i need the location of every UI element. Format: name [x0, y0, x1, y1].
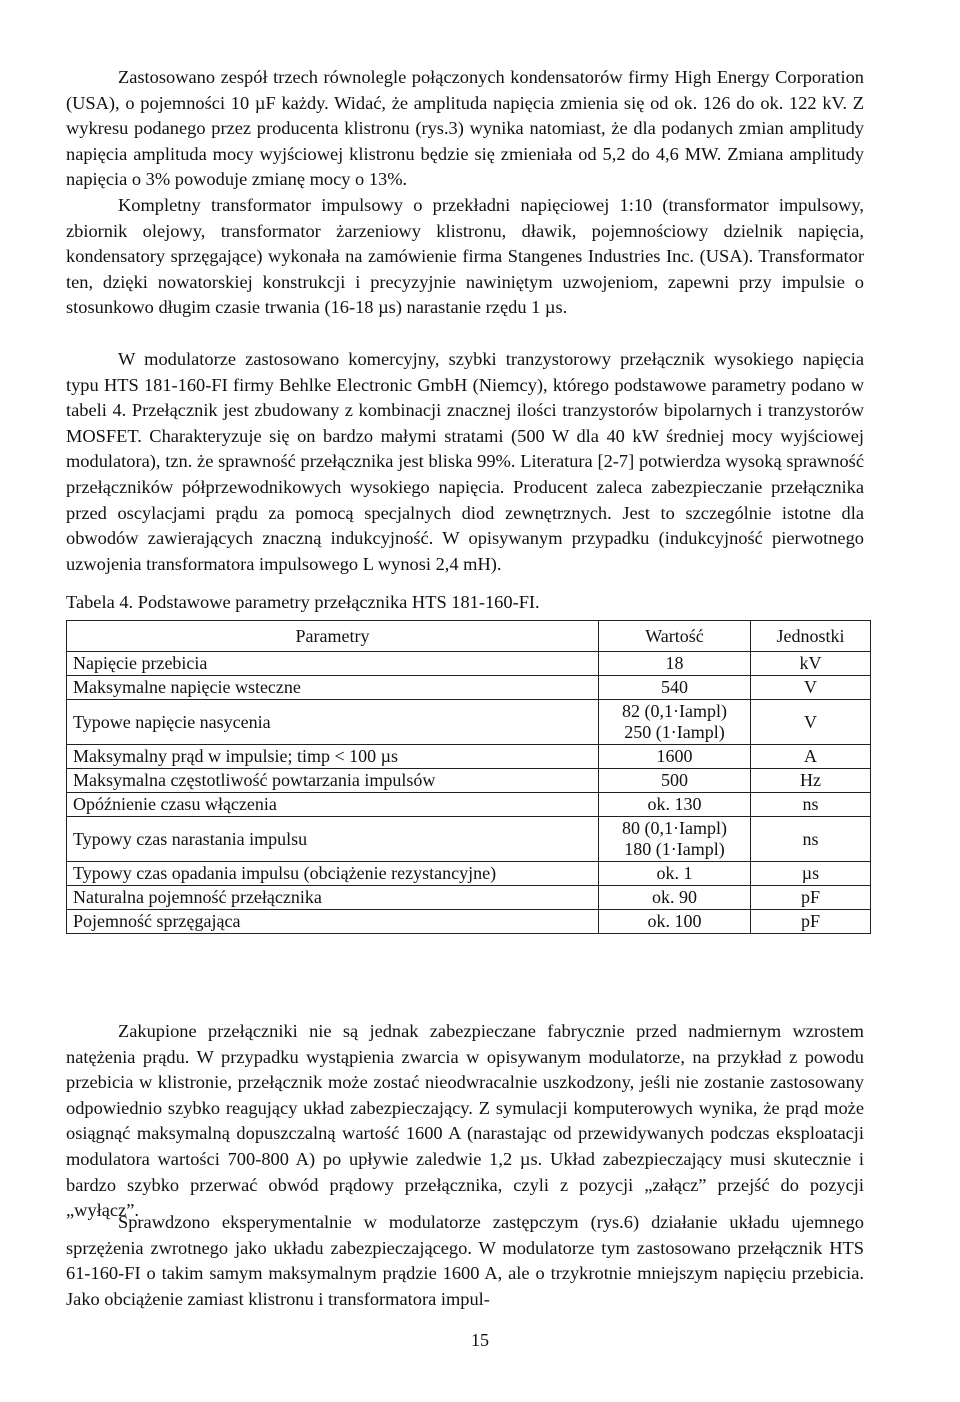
param-value: 500 [599, 769, 751, 793]
param-value: ok. 1 [599, 862, 751, 886]
param-name: Pojemność sprzęgająca [67, 910, 599, 934]
table-row [67, 700, 871, 745]
param-name: Napięcie przebicia [67, 652, 599, 676]
param-unit: ns [751, 793, 871, 817]
param-name: Maksymalna częstotliwość powtarzania impulsów [67, 769, 599, 793]
paragraph-3-text: W modulatorze zastosowano komercyjny, szybki tranzystorowy przełącznik wysokiego napięcia typu HTS 181-160-FI firmy Behlke Electronic GmbH (Niemcy), którego podstawowe parametry podano w tabeli 4. Przełącznik jest zbudowany z kombinacji znacznej ilości tranzystorów bipolarnych i tranzystorów MOSFET. Charakteryzuje się on bardzo małymi stratami (500 W dla 40 kW średniej mocy wyjściowej modulatora), tzn. że sprawność przełącznika jest bliska 99%. Literatura [2-7] potwierdza wysoką sprawność przełączników półprzewodnikowych wysokiego napięcia. Producent zaleca zabezpieczanie przełącznika przed oscylacjami prądu za pomocą specjalnych diod zewnętrznych. Jest to szczególnie istotne dla obwodów zawierających znaczną indukcyjność. W opisywanym przypadku (indukcyjność pierwotnego uzwojenia transformatora impulsowego L wynosi 2,4 mH). [66, 349, 864, 574]
param-unit: A [751, 745, 871, 769]
table-row [67, 817, 871, 862]
table-header-row [67, 621, 871, 652]
param-value-line-2: 250 (1·Iampl) [624, 722, 725, 742]
param-unit: pF [751, 910, 871, 934]
paragraph-2 [66, 193, 864, 321]
table-row [67, 652, 871, 676]
page-number: 15 [471, 1330, 489, 1350]
param-value-line-2: 180 (1·Iampl) [624, 839, 725, 859]
table-row [67, 793, 871, 817]
paragraph-3 [66, 347, 864, 577]
param-name: Typowe napięcie nasycenia [67, 700, 599, 745]
param-name: Opóźnienie czasu włączenia [67, 793, 599, 817]
param-unit: µs [751, 862, 871, 886]
paragraph-4 [66, 1019, 864, 1224]
param-name: Maksymalne napięcie wsteczne [67, 676, 599, 700]
param-value: 1600 [599, 745, 751, 769]
param-name: Maksymalny prąd w impulsie; timp < 100 µs [67, 745, 599, 769]
table-caption: Tabela 4. Podstawowe parametry przełącznika HTS 181-160-FI. [66, 592, 540, 612]
paragraph-1-text: Zastosowano zespół trzech równolegle połączonych kondensatorów firmy High Energy Corporation (USA), o pojemności 10 µF każdy. Widać, że amplituda napięcia zmienia się od ok. 126 do ok. 122 kV. Z wykresu podanego przez producenta klistronu (rys.3) wynika natomiast, że dla podanych zmian amplitudy napięcia amplituda mocy wyjściowej klistronu będzie się zmieniała od 5,2 do 4,6 MW. Zmiana amplitudy napięcia o 3% powoduje zmianę mocy o 13%. [66, 67, 864, 190]
param-unit: ns [751, 817, 871, 862]
table-row [67, 676, 871, 700]
param-value: 540 [599, 676, 751, 700]
header-value: Wartość [599, 621, 751, 652]
paragraph-4-text: Zakupione przełączniki nie są jednak zabezpieczane fabrycznie przed nadmiernym wzrostem natężenia prądu. W przypadku wystąpienia zwarcia w opisywanym modulatorze, na przykład z powodu przebicia w klistronie, przełącznik może zostać nieodwracalnie uszkodzony, jeśli nie zostanie zastosowany odpowiednio szybko reagujący układ zabezpieczający. Z symulacji komputerowych wynika, że prąd może osiągnąć maksymalną dopuszczalną wartość 1600 A (narastając od przewidywanych podczas eksploatacji modulatora wartości 700-800 A) po upływie zaledwie 1,2 µs. Układ zabezpieczający musi skutecznie i bardzo szybko przerwać obwód prądowy przełącznika, czyli z pozycji „załącz” przejść do pozycji „wyłącz”. [66, 1021, 864, 1221]
param-name: Typowy czas opadania impulsu (obciążenie rezystancyjne) [67, 862, 599, 886]
param-value: ok. 90 [599, 886, 751, 910]
param-unit: pF [751, 886, 871, 910]
table-row [67, 745, 871, 769]
param-value: ok. 130 [599, 793, 751, 817]
header-units: Jednostki [751, 621, 871, 652]
param-unit: V [751, 676, 871, 700]
param-name: Naturalna pojemność przełącznika [67, 886, 599, 910]
param-value [599, 700, 751, 745]
param-unit: Hz [751, 769, 871, 793]
table-row [67, 769, 871, 793]
table-row [67, 886, 871, 910]
parameters-table [66, 620, 871, 934]
paragraph-2-text: Kompletny transformator impulsowy o przekładni napięciowej 1:10 (transformator impulsowy, zbiornik olejowy, transformator żarzeniowy klistronu, dławik, pojemnościowy dzielnik napięcia, kondensatory sprzęgające) wykonała na zamówienie firma Stangenes Industries Inc. (USA). Transformator ten, dzięki nowatorskiej konstrukcji i precyzyjnie nawiniętym uzwojeniom, zapewni przy impulsie o stosunkowo długim czasie trwania (16-18 µs) narastanie rzędu 1 µs. [66, 195, 864, 318]
paragraph-5-text: Sprawdzono eksperymentalnie w modulatorze zastępczym (rys.6) działanie układu ujemnego sprzężenia zwrotnego jako układu zabezpieczającego. W modulatorze tym zastosowano przełącznik HTS 61-160-FI o takim samym maksymalnym prądzie 1600 A, ale o trzykrotnie mniejszym napięciu przebicia. Jako obciążenie zamiast klistronu i transformatora impul- [66, 1212, 864, 1309]
param-unit: kV [751, 652, 871, 676]
param-value-line-1: 82 (0,1·Iampl) [622, 701, 727, 721]
param-value-line-1: 80 (0,1·Iampl) [622, 818, 727, 838]
table-row [67, 910, 871, 934]
paragraph-1 [66, 65, 864, 193]
param-name: Typowy czas narastania impulsu [67, 817, 599, 862]
param-unit: V [751, 700, 871, 745]
param-value [599, 817, 751, 862]
param-value: ok. 100 [599, 910, 751, 934]
header-parameters: Parametry [67, 621, 599, 652]
paragraph-5 [66, 1210, 864, 1312]
param-value: 18 [599, 652, 751, 676]
table-row [67, 862, 871, 886]
